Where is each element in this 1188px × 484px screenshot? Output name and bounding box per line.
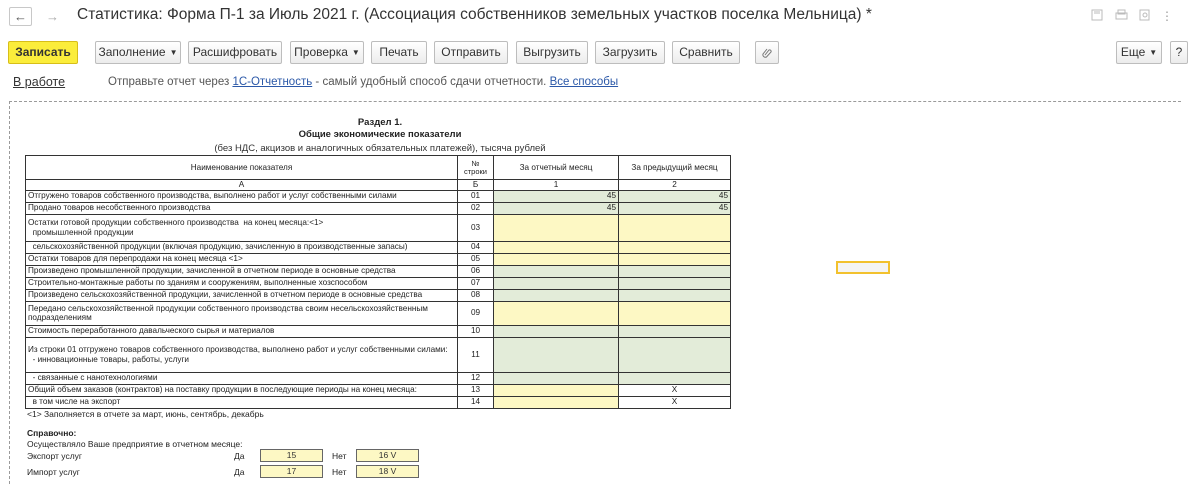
- import-no-field[interactable]: 18 V: [356, 465, 419, 478]
- hint-prefix: Отправьте отчет через: [108, 76, 233, 88]
- line-number-cell: 09: [458, 301, 494, 325]
- table-row: [26, 241, 731, 253]
- current-month-cell[interactable]: [494, 325, 619, 337]
- check-dropdown-button[interactable]: [290, 41, 364, 64]
- arrow-right-icon: →: [46, 9, 59, 24]
- header-line: № строки: [458, 156, 494, 180]
- import-yes-label: Да: [234, 467, 245, 477]
- decode-button[interactable]: Расшифровать: [188, 41, 282, 64]
- previous-month-cell[interactable]: X: [619, 396, 731, 408]
- save-icon[interactable]: [1090, 9, 1104, 23]
- section-title: Раздел 1.: [357, 117, 403, 128]
- window-title: Статистика: Форма П-1 за Июль 2021 г. (Ассоциация собственников земельных участков поселка Мельница) *: [77, 6, 872, 23]
- indicator-name-cell: Отгружено товаров собственного производства, выполнено работ и услуг собственными силами: [26, 190, 458, 202]
- check-label: Проверка: [294, 45, 348, 59]
- header-previous: За предыдущий месяц: [619, 156, 731, 180]
- more-vertical-icon[interactable]: ⋮: [1161, 9, 1173, 23]
- export-yes-label: Да: [234, 451, 245, 461]
- import-yes-field[interactable]: 17: [260, 465, 323, 478]
- table-row: [26, 265, 731, 277]
- 1c-reporting-link[interactable]: 1С-Отчетность: [232, 76, 313, 88]
- import-no-label: Нет: [332, 467, 347, 477]
- more-dropdown-button[interactable]: [1116, 41, 1162, 64]
- header-code-line: Б: [458, 180, 494, 191]
- table-row: [26, 396, 731, 408]
- attach-button[interactable]: [755, 41, 779, 64]
- indicator-name-cell: Остатки товаров для перепродажи на конец месяца <1>: [26, 253, 458, 265]
- current-month-cell[interactable]: [494, 214, 619, 241]
- table-row: [26, 253, 731, 265]
- indicator-name-cell: в том числе на экспорт: [26, 396, 458, 408]
- previous-month-cell[interactable]: [619, 301, 731, 325]
- section-note: (без НДС, акцизов и аналогичных обязательных платежей), тысяча рублей: [214, 143, 546, 154]
- export-services-label: Экспорт услуг: [27, 451, 83, 461]
- selected-cell[interactable]: [836, 261, 890, 274]
- import-services-label: Импорт услуг: [27, 467, 80, 477]
- header-name: Наименование показателя: [26, 156, 458, 180]
- line-number-cell: 14: [458, 396, 494, 408]
- hint-middle: - самый удобный способ сдачи отчетности.: [312, 76, 550, 88]
- current-month-cell[interactable]: 45: [494, 202, 619, 214]
- previous-month-cell[interactable]: [619, 289, 731, 301]
- command-bar: [0, 41, 1181, 65]
- indicators-table: [25, 155, 731, 409]
- section-subtitle: Общие экономические показатели: [298, 129, 462, 140]
- indicator-name-cell: Передано сельскохозяйственной продукции собственного производства своим несельскохозяйственным подразделениям: [26, 301, 458, 325]
- current-month-cell[interactable]: [494, 289, 619, 301]
- line-number-cell: 01: [458, 190, 494, 202]
- unload-button[interactable]: Выгрузить: [516, 41, 588, 64]
- paperclip-icon: [762, 48, 773, 62]
- line-number-cell: 10: [458, 325, 494, 337]
- table-row: [26, 337, 731, 372]
- previous-month-cell[interactable]: 45: [619, 202, 731, 214]
- current-month-cell[interactable]: [494, 277, 619, 289]
- current-month-cell[interactable]: [494, 372, 619, 384]
- previous-month-cell[interactable]: [619, 325, 731, 337]
- table-row: [26, 372, 731, 384]
- line-number-cell: 08: [458, 289, 494, 301]
- indicator-name-cell: Произведено промышленной продукции, зачисленной в отчетном периоде в основные средства: [26, 265, 458, 277]
- current-month-cell[interactable]: [494, 384, 619, 396]
- status-line: [0, 73, 1181, 93]
- all-ways-link[interactable]: Все способы: [549, 76, 619, 88]
- send-button[interactable]: Отправить: [434, 41, 508, 64]
- compare-button[interactable]: Сравнить: [672, 41, 740, 64]
- print-button[interactable]: Печать: [371, 41, 427, 64]
- line-number-cell: 05: [458, 253, 494, 265]
- previous-month-cell[interactable]: [619, 265, 731, 277]
- current-month-cell[interactable]: [494, 241, 619, 253]
- table-row: [26, 202, 731, 214]
- table-row: [26, 325, 731, 337]
- arrow-left-icon: ←: [14, 9, 27, 24]
- indicator-name-cell: Стоимость переработанного давальческого сырья и материалов: [26, 325, 458, 337]
- previous-month-cell[interactable]: [619, 277, 731, 289]
- current-month-cell[interactable]: [494, 337, 619, 372]
- indicator-name-cell: Общий объем заказов (контрактов) на поставку продукции в последующие периоды на конец месяца:: [26, 384, 458, 396]
- previous-month-cell[interactable]: [619, 372, 731, 384]
- current-month-cell[interactable]: [494, 301, 619, 325]
- line-number-cell: 02: [458, 202, 494, 214]
- fill-label: Заполнение: [98, 45, 166, 59]
- back-button[interactable]: [9, 7, 32, 26]
- indicator-name-cell: Остатки готовой продукции собственного производства на конец месяца:<1> промышленной продукции: [26, 214, 458, 241]
- print-icon[interactable]: [1114, 9, 1128, 23]
- footnote: <1> Заполняется в отчете за март, июнь, сентябрь, декабрь: [27, 409, 264, 419]
- dropdown-caret-icon: ▼: [1149, 48, 1158, 58]
- current-month-cell[interactable]: [494, 265, 619, 277]
- load-button[interactable]: Загрузить: [595, 41, 665, 64]
- current-month-cell[interactable]: 45: [494, 190, 619, 202]
- forward-button[interactable]: [41, 7, 64, 26]
- table-row: [26, 214, 731, 241]
- table-row: [26, 289, 731, 301]
- previous-month-cell[interactable]: X: [619, 384, 731, 396]
- indicator-name-cell: сельскохозяйственной продукции (включая продукцию, зачисленную в производственные запасы): [26, 241, 458, 253]
- line-number-cell: 13: [458, 384, 494, 396]
- previous-month-cell[interactable]: [619, 253, 731, 265]
- title-bar: [0, 0, 1181, 32]
- table-row: [26, 384, 731, 396]
- indicator-name-cell: Произведено сельскохозяйственной продукции, зачисленной в отчетном периоде в основные средства: [26, 289, 458, 301]
- export-no-label: Нет: [332, 451, 347, 461]
- previous-month-cell[interactable]: [619, 214, 731, 241]
- table-row: [26, 190, 731, 202]
- table-row: [26, 277, 731, 289]
- indicator-name-cell: Продано товаров несобственного производства: [26, 202, 458, 214]
- line-number-cell: 04: [458, 241, 494, 253]
- indicator-name-cell: - связанные с нанотехнологиями: [26, 372, 458, 384]
- previous-month-cell[interactable]: [619, 241, 731, 253]
- send-hint: [108, 76, 618, 88]
- header-current: За отчетный месяц: [494, 156, 619, 180]
- table-row: [26, 301, 731, 325]
- current-month-cell[interactable]: [494, 253, 619, 265]
- export-yes-field[interactable]: 15: [260, 449, 323, 462]
- more-label: Еще: [1120, 45, 1146, 59]
- reference-question: Осуществляло Ваше предприятие в отчетном месяце:: [27, 439, 243, 449]
- header-code-current: 1: [494, 180, 619, 191]
- previous-month-cell[interactable]: 45: [619, 190, 731, 202]
- save-button[interactable]: Записать: [8, 41, 78, 64]
- current-month-cell[interactable]: [494, 396, 619, 408]
- preview-icon[interactable]: [1138, 9, 1152, 23]
- line-number-cell: 12: [458, 372, 494, 384]
- help-button[interactable]: ?: [1170, 41, 1188, 64]
- header-code-previous: 2: [619, 180, 731, 191]
- line-number-cell: 11: [458, 337, 494, 372]
- indicator-name-cell: Из строки 01 отгружено товаров собственного производства, выполнено работ и услуг собственными силами: - инновационные товары, работы, услуги: [26, 337, 458, 372]
- line-number-cell: 07: [458, 277, 494, 289]
- dropdown-caret-icon: ▼: [351, 48, 360, 58]
- line-number-cell: 06: [458, 265, 494, 277]
- export-no-field[interactable]: 16 V: [356, 449, 419, 462]
- fill-dropdown-button[interactable]: [95, 41, 181, 64]
- indicator-name-cell: Строительно-монтажные работы по зданиям и сооружениям, выполненные хозспособом: [26, 277, 458, 289]
- header-code-name: А: [26, 180, 458, 191]
- status-in-work-link[interactable]: В работе: [13, 75, 66, 89]
- dropdown-caret-icon: ▼: [169, 48, 178, 58]
- reference-title: Справочно:: [27, 428, 77, 438]
- line-number-cell: 03: [458, 214, 494, 241]
- previous-month-cell[interactable]: [619, 337, 731, 372]
